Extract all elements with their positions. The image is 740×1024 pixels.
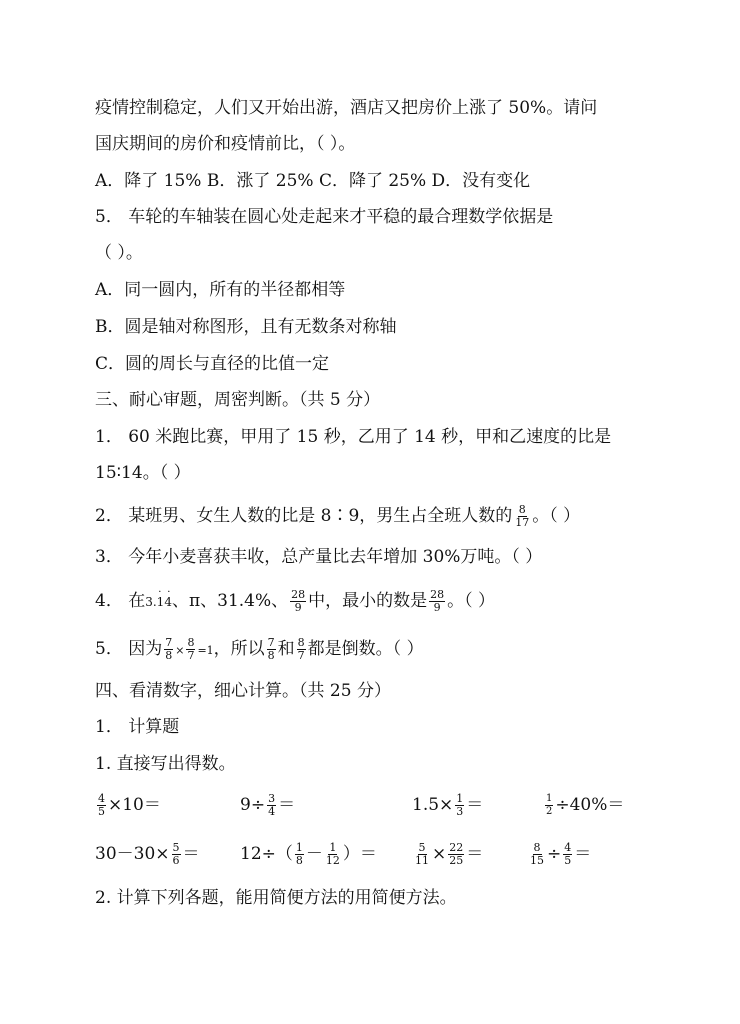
s3-q4-mid: 、π、31.4%、 bbox=[171, 591, 289, 611]
fraction-denominator: 25 bbox=[449, 854, 464, 867]
fraction-numerator: 4 bbox=[98, 792, 105, 805]
s3-q1-line1: 1． 60 米跑比赛，甲用了 15 秒，乙用了 14 秒，甲和乙速度的比是 bbox=[95, 427, 612, 447]
fraction-denominator: 5 bbox=[564, 854, 572, 867]
s4-sub1-2: 2. 计算下列各题，能用简便方法的用简便方法。 bbox=[95, 888, 457, 908]
s3-q5-eq-frac-a bbox=[164, 637, 173, 662]
s3-q5-text: 5． 因为 bbox=[95, 639, 163, 659]
calc-tail: ＝ bbox=[574, 844, 592, 864]
fraction-numerator: 1 bbox=[456, 792, 464, 805]
fraction-numerator: 8 bbox=[187, 636, 195, 649]
calc-fraction bbox=[545, 793, 553, 818]
fraction-numerator: 28 bbox=[291, 588, 306, 601]
calc-r1c3 bbox=[412, 793, 483, 818]
fraction-numerator: 7 bbox=[267, 636, 275, 649]
q4-stem-line2: 国庆期间的房价和疫情前比，（ ）。 bbox=[95, 134, 356, 154]
fraction-numerator: 1 bbox=[546, 793, 553, 804]
s3-q1-line2: 15∶14。（ ） bbox=[95, 463, 191, 483]
s3-q4 bbox=[95, 589, 495, 614]
q4-stem-line1: 疫情控制稳定，人们又开始出游，酒店又把房价上涨了 50%。请问 bbox=[95, 98, 598, 118]
s3-q5-frac-2 bbox=[297, 637, 306, 662]
q5-stem-line2: （ ）。 bbox=[95, 243, 143, 263]
fraction-numerator: 8 bbox=[297, 636, 305, 649]
calc-tail: ＝ bbox=[182, 844, 200, 864]
q5-stem-line1: 5． 车轮的车轴装在圆心处走起来才平稳的最合理数学依据是 bbox=[95, 207, 554, 227]
fraction-denominator: 5 bbox=[98, 805, 105, 818]
fraction-numerator: 28 bbox=[430, 588, 445, 601]
fraction-denominator: 8 bbox=[165, 649, 173, 662]
calc-tail: ）＝ bbox=[342, 844, 377, 864]
q4-options: A．降了 15% B．涨了 25% C．降了 25% D．没有变化 bbox=[95, 171, 531, 191]
calc-r2c1 bbox=[95, 842, 200, 867]
s3-q4-fraction-1 bbox=[290, 589, 306, 614]
repeat-dot: · bbox=[158, 587, 162, 598]
fraction-denominator: 9 bbox=[294, 601, 302, 614]
calc-r1c4 bbox=[543, 793, 624, 818]
s3-q5-and: 和 bbox=[277, 639, 295, 659]
calc-tail: ＝ bbox=[466, 844, 484, 864]
fraction-denominator: 2 bbox=[546, 806, 553, 817]
fraction-numerator: 4 bbox=[564, 841, 572, 854]
calc-tail: ＝ bbox=[278, 795, 296, 815]
equals-one: =1 bbox=[197, 644, 214, 657]
fraction-numerator: 3 bbox=[268, 792, 276, 805]
s3-q5-mid: ，所以 bbox=[213, 639, 265, 659]
calc-r2c3 bbox=[412, 842, 483, 867]
calc-r2c4 bbox=[527, 842, 591, 867]
calc-fraction bbox=[325, 842, 341, 867]
s3-q2 bbox=[95, 504, 580, 529]
q5-option-c: C．圆的周长与直径的比值一定 bbox=[95, 354, 330, 374]
fraction-numerator: 22 bbox=[449, 841, 464, 854]
q5-option-b: B．圆是轴对称图形，且有无数条对称轴 bbox=[95, 317, 397, 337]
fraction-denominator: 8 bbox=[295, 854, 303, 867]
calc-tail: ×10＝ bbox=[108, 795, 161, 815]
calc-fraction bbox=[563, 842, 572, 867]
s3-q4-mid2: 中，最小的数是 bbox=[308, 591, 428, 611]
calc-fraction bbox=[295, 842, 304, 867]
calc-tail: ÷40%＝ bbox=[555, 795, 625, 815]
s3-q3: 3． 今年小麦喜获丰收，总产量比去年增加 30%万吨。（ ） bbox=[95, 547, 543, 567]
fraction-numerator: 5 bbox=[172, 841, 180, 854]
fraction-denominator: 17 bbox=[515, 516, 530, 529]
calc-head: 12÷（ bbox=[240, 844, 293, 864]
fraction-denominator: 8 bbox=[267, 649, 275, 662]
s4-sub1-1: 1. 直接写出得数。 bbox=[95, 754, 236, 774]
times-sign: × bbox=[175, 644, 185, 657]
calc-fraction bbox=[414, 842, 430, 867]
fraction-denominator: 4 bbox=[268, 805, 276, 818]
calc-fraction bbox=[529, 842, 545, 867]
s3-q2-tail: 。（ ） bbox=[532, 506, 581, 526]
calc-fraction bbox=[97, 793, 106, 818]
calc-tail: ＝ bbox=[466, 795, 484, 815]
repeating-decimal-value: 3.14 bbox=[145, 595, 172, 609]
times-sign: × bbox=[432, 844, 447, 864]
calc-fraction bbox=[448, 842, 464, 867]
fraction-numerator: 1 bbox=[329, 841, 337, 854]
section3-title: 三、耐心审题，周密判断。（共 5 分） bbox=[95, 390, 381, 410]
divide-sign: ÷ bbox=[547, 844, 562, 864]
s3-q4-text: 4． 在 bbox=[95, 591, 146, 611]
s3-q2-fraction bbox=[514, 504, 530, 529]
fraction-numerator: 8 bbox=[533, 841, 541, 854]
fraction-denominator: 9 bbox=[433, 601, 441, 614]
fraction-numerator: 8 bbox=[518, 503, 526, 516]
calc-fraction bbox=[455, 793, 464, 818]
calc-r1c1 bbox=[95, 793, 161, 818]
calc-r1c2 bbox=[240, 793, 295, 818]
fraction-denominator: 7 bbox=[297, 649, 305, 662]
calc-head: 30－30× bbox=[95, 844, 170, 864]
s4-sub1: 1． 计算题 bbox=[95, 717, 180, 737]
calc-fraction bbox=[267, 793, 276, 818]
s3-q4-fraction-2 bbox=[429, 589, 445, 614]
fraction-denominator: 12 bbox=[325, 854, 340, 867]
s3-q5-frac-1 bbox=[267, 637, 276, 662]
q5-option-a: A．同一圆内，所有的半径都相等 bbox=[95, 280, 346, 300]
fraction-denominator: 7 bbox=[187, 649, 195, 662]
s3-q4-tail: 。（ ） bbox=[447, 591, 496, 611]
s3-q5-eq-frac-b bbox=[186, 637, 195, 662]
fraction-denominator: 6 bbox=[172, 854, 180, 867]
calc-fraction bbox=[172, 842, 181, 867]
section4-title: 四、看清数字，细心计算。（共 25 分） bbox=[95, 681, 391, 701]
fraction-denominator: 11 bbox=[415, 854, 429, 867]
fraction-numerator: 5 bbox=[418, 841, 426, 854]
s3-q5-tail: 都是倒数。（ ） bbox=[307, 639, 424, 659]
repeat-dot: · bbox=[167, 587, 171, 598]
repeating-decimal bbox=[145, 587, 172, 613]
calc-r2c2 bbox=[240, 842, 377, 867]
s3-q5 bbox=[95, 637, 424, 662]
fraction-numerator: 1 bbox=[295, 841, 303, 854]
calc-head: 1.5× bbox=[412, 795, 454, 815]
s3-q2-text: 2． 某班男、女生人数的比是 8∶9，男生占全班人数的 bbox=[95, 506, 513, 526]
minus-sign: － bbox=[305, 844, 323, 864]
fraction-denominator: 15 bbox=[530, 854, 544, 867]
calc-head: 9÷ bbox=[240, 795, 266, 815]
fraction-numerator: 7 bbox=[165, 636, 173, 649]
fraction-denominator: 3 bbox=[456, 805, 464, 818]
